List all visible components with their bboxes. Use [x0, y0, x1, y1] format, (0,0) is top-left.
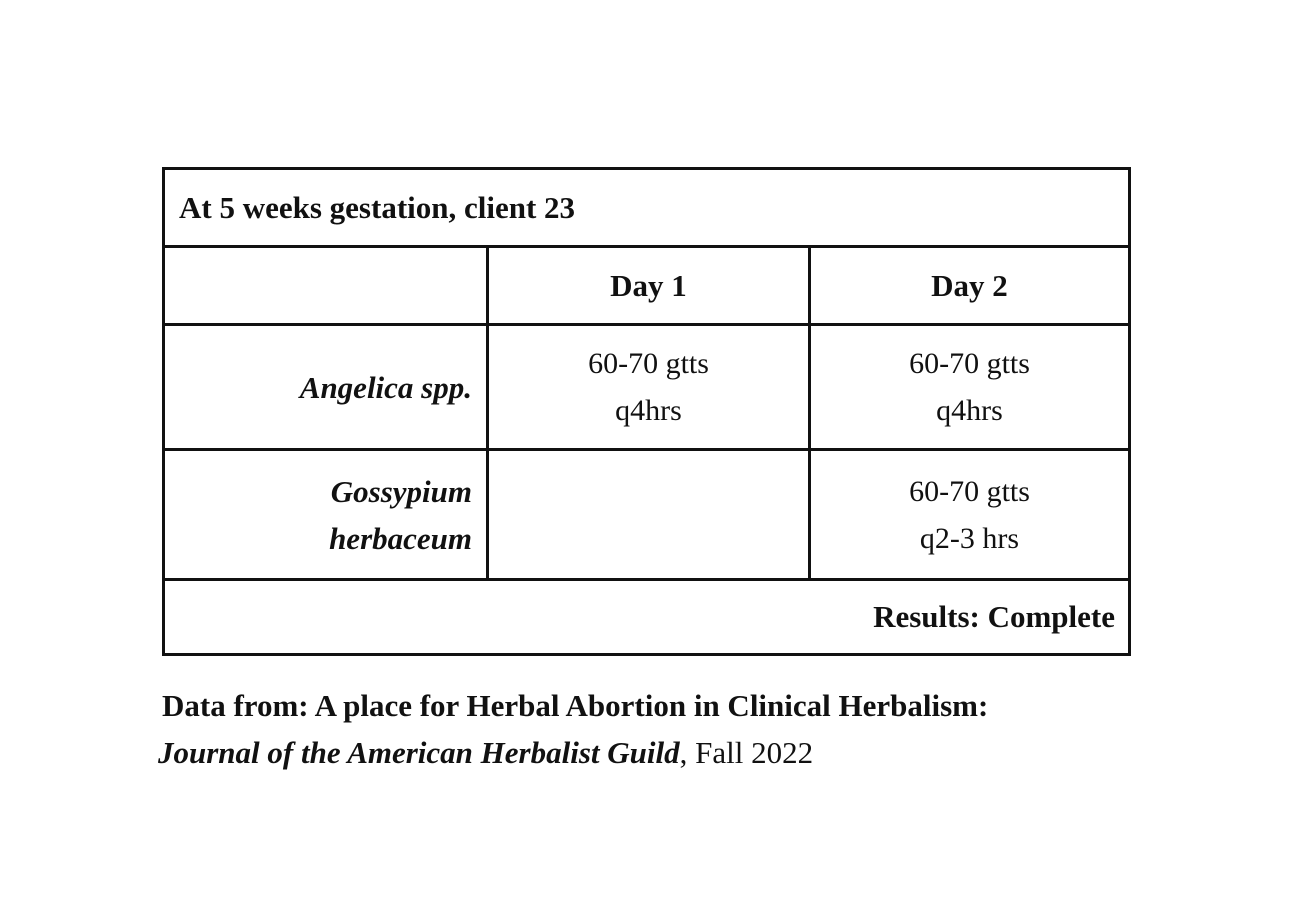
dose-cell: [811, 451, 1128, 578]
herb-cell: [165, 451, 486, 578]
dosage-table: [162, 167, 1131, 656]
header-day1: [489, 248, 808, 323]
dose-frequency: q2-3 hrs: [919, 521, 1020, 555]
dose-frequency: q4hrs: [936, 394, 1003, 427]
table-title-text: At 5 weeks gestation, client 23: [179, 189, 576, 225]
source-line1: Data from: A place for Herbal Abortion in Clinical Herbalism:: [162, 688, 989, 723]
source-line2: [158, 735, 813, 771]
herb-cell: [165, 326, 486, 448]
source-date: Fall 2022: [687, 735, 814, 770]
journal-name: Journal of the American Herbalist Guild: [158, 735, 680, 770]
results-cell: [165, 581, 1128, 653]
header-day1-text: Day 1: [610, 267, 687, 303]
table-title: [179, 170, 1119, 245]
results-text: Results: Complete: [873, 599, 1115, 634]
dose-frequency: q4hrs: [615, 394, 682, 427]
herb-name: Angelica spp.: [299, 369, 472, 405]
dose-amount: 60-70 gtts: [909, 347, 1030, 380]
header-day2: [811, 248, 1128, 323]
herb-name-line1: Gossypium: [330, 473, 472, 509]
source-comma: ,: [679, 735, 688, 770]
herb-name-line2: herbaceum: [329, 520, 472, 556]
header-day2-text: Day 2: [931, 267, 1008, 303]
header-empty: [165, 248, 486, 323]
dose-amount: 60-70 gtts: [909, 474, 1030, 508]
dose-cell-empty: [489, 451, 808, 578]
dose-cell: [489, 326, 808, 448]
dose-cell: [811, 326, 1128, 448]
dose-amount: 60-70 gtts: [588, 347, 709, 380]
